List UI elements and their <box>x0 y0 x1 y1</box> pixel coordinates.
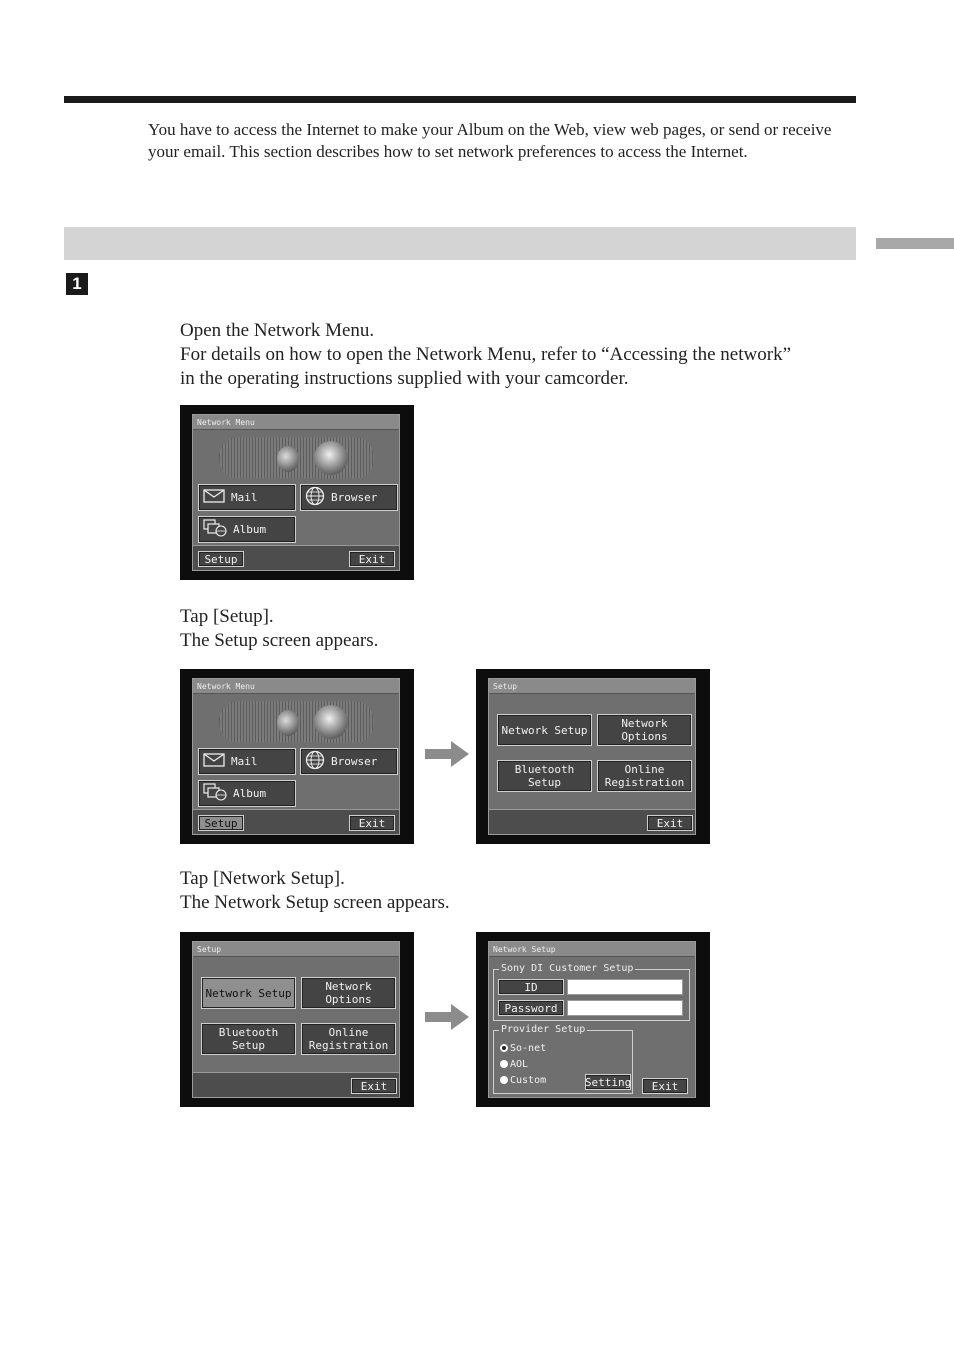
album-icon <box>203 783 227 804</box>
password-label: Password <box>498 1000 564 1016</box>
network-banner-image <box>219 701 374 743</box>
setup-button[interactable]: Setup <box>198 815 244 831</box>
step-number-badge: 1 <box>66 273 88 295</box>
step-2-line-2: The Setup screen appears. <box>180 630 379 651</box>
step-2-line-1: Tap [Setup]. <box>180 606 274 627</box>
screen-title: Setup <box>193 942 399 957</box>
screen-title: Network Menu <box>193 679 399 694</box>
online-registration-line-2: Registration <box>308 1039 389 1052</box>
customer-setup-label: Sony DI Customer Setup <box>501 963 634 974</box>
exit-button[interactable]: Exit <box>349 815 395 831</box>
provider-setup-group <box>493 1024 633 1094</box>
mail-icon <box>203 489 225 506</box>
exit-button[interactable]: Exit <box>647 815 693 831</box>
online-registration-button[interactable] <box>301 1023 396 1055</box>
online-registration-button[interactable] <box>597 760 692 792</box>
network-menu-screen <box>192 414 400 571</box>
mail-icon <box>203 753 225 770</box>
radio-aol[interactable] <box>500 1059 528 1071</box>
network-setup-button[interactable]: Network Setup <box>201 977 296 1009</box>
radio-so-net[interactable] <box>500 1043 546 1055</box>
network-options-button[interactable]: Network Options <box>301 977 396 1009</box>
screen-title: Network Setup <box>489 942 695 957</box>
bluetooth-setup-button[interactable]: Bluetooth Setup <box>497 760 592 792</box>
side-index-tab <box>876 238 954 249</box>
step-3-text <box>180 867 810 915</box>
step-1-line-2: For details on how to open the Network Menu, refer to “Accessing the network” in the operating instructions supplied with your camcorder. <box>180 344 791 389</box>
radio-unselected-icon <box>500 1060 508 1068</box>
right-arrow-icon <box>425 1004 469 1030</box>
setup-network-selected-screenshot <box>180 932 414 1107</box>
browser-button[interactable] <box>300 484 398 511</box>
globe-icon <box>305 750 325 773</box>
step-3-line-1: Tap [Network Setup]. <box>180 868 345 889</box>
radio-unselected-icon <box>500 1076 508 1084</box>
online-registration-line-1: Online <box>328 1026 369 1039</box>
network-setup-screen-screenshot <box>476 932 710 1107</box>
radio-custom-label: Custom <box>510 1075 547 1086</box>
album-label: Album <box>233 787 267 800</box>
radio-aol-label: AOL <box>510 1059 529 1070</box>
setup-button[interactable]: Setup <box>198 551 244 567</box>
album-icon <box>203 519 227 540</box>
network-options-button[interactable]: Network Options <box>597 714 692 746</box>
mail-label: Mail <box>231 491 258 504</box>
radio-selected-icon <box>500 1044 508 1052</box>
setup-screen <box>192 941 400 1098</box>
network-banner-image <box>219 437 374 479</box>
setting-button[interactable]: Setting <box>584 1075 632 1089</box>
setup-screen <box>488 678 696 835</box>
right-arrow-icon <box>425 741 469 767</box>
online-registration-line-2: Registration <box>604 776 685 789</box>
customer-setup-group <box>493 963 690 1021</box>
id-field[interactable] <box>567 979 683 995</box>
step-1-text <box>180 319 810 391</box>
intro-text: You have to access the Internet to make your Album on the Web, view web pages, or send or receive your email. This section describes how to set network preferences to access the Internet. <box>148 120 832 161</box>
network-setup-screen <box>488 941 696 1098</box>
provider-setup-label: Provider Setup <box>501 1024 586 1035</box>
mail-button[interactable] <box>198 748 296 775</box>
exit-button[interactable]: Exit <box>351 1078 397 1094</box>
network-setup-button[interactable]: Network Setup <box>497 714 592 746</box>
globe-icon <box>305 486 325 509</box>
step-3-line-2: The Network Setup screen appears. <box>180 892 450 913</box>
setup-screen-screenshot <box>476 669 710 844</box>
online-registration-line-1: Online <box>624 763 665 776</box>
network-menu-screenshot <box>180 405 414 580</box>
step-1-line-1: Open the Network Menu. <box>180 320 375 341</box>
album-button[interactable] <box>198 780 296 807</box>
album-button[interactable] <box>198 516 296 543</box>
section-heading-band <box>64 227 856 260</box>
exit-button[interactable]: Exit <box>349 551 395 567</box>
header-rule <box>64 96 856 103</box>
network-menu-setup-screenshot <box>180 669 414 844</box>
browser-label: Browser <box>331 491 378 504</box>
radio-so-net-label: So-net <box>510 1043 547 1054</box>
password-field[interactable] <box>567 1000 683 1016</box>
browser-label: Browser <box>331 755 378 768</box>
network-menu-screen <box>192 678 400 835</box>
exit-button[interactable]: Exit <box>642 1078 688 1094</box>
bluetooth-setup-button[interactable]: Bluetooth Setup <box>201 1023 296 1055</box>
mail-label: Mail <box>231 755 258 768</box>
id-label: ID <box>498 979 564 995</box>
mail-button[interactable] <box>198 484 296 511</box>
browser-button[interactable] <box>300 748 398 775</box>
screen-title: Setup <box>489 679 695 694</box>
step-2-text <box>180 605 810 653</box>
screen-title: Network Menu <box>193 415 399 430</box>
album-label: Album <box>233 523 267 536</box>
radio-custom[interactable] <box>500 1075 546 1087</box>
